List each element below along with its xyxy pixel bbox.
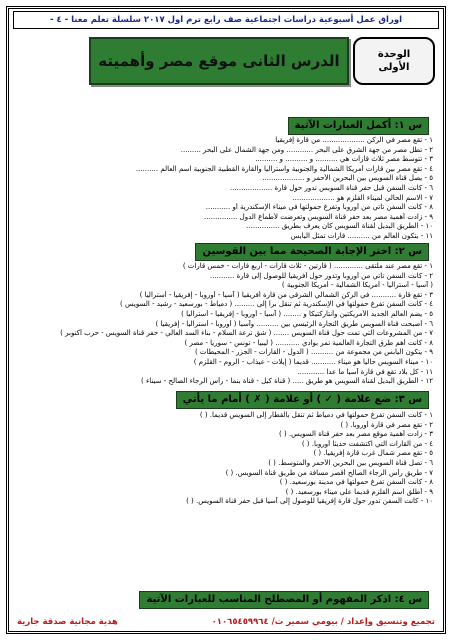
list-item: ٥ - تقع مصر شمال غرب قارة إفريقيا. ( ) — [313, 449, 433, 458]
list-item: ١٠ - الطريق البديل لقناة السويس كان يعرف بطريق ............... — [246, 222, 433, 231]
list-item: ٩ - يتكون اليابس من مجموعة من .......... ( الدول - القارات - الجزر - المحيطات ) — [194, 348, 433, 357]
section-3-title: س ٣: ضع علامة ( ✓ ) أو علامة ( ✗ ) أمام ما يأتي — [176, 391, 429, 409]
list-item: ٣ - تتوسط مصر ثلاث قارات هي .......... و .......... و .......... — [255, 155, 433, 164]
list-item: ٧ - من المشروعات التي تمت حول قناة السويس ....... ( شق ترعة السلام - بناء السد العالي - حفر قناة السويس - حرب أكتوبر ) — [60, 329, 433, 338]
list-item: ١٠ - كانت السفن تدور حول قارة إفريقيا للوصول إلى آسيا قبل حفر قناة السويس. ( ) — [186, 497, 433, 506]
list-item: ٤ - كانت السفن تفرغ حمولتها في الإسكندرية ثم تنقل برا إلى ......... ( دمياط - بورسعيد - رشيد - السويس ) — [120, 300, 433, 309]
list-item: ٧ - طريق رأس الرجاء الصالح أقصر مسافة من طريق قناة السويس. ( ) — [225, 468, 433, 477]
section-4-title: س ٤: اذكر المفهوم أو المصطلح المناسب للعبارات الآتية — [139, 591, 429, 609]
lesson-title: الدرس الثانى موقع مصر وأهميته — [89, 37, 349, 85]
list-item: ٣ - تقع قارة ........... في الركن الشمالي الشرقي من قارة أفريقيا ( آسيا - أوروبا - إفريقيا - أستراليا ) — [139, 290, 433, 299]
list-item: ٤ - من القارات التي اكتشفت حديثا أوروبا. ( ) — [301, 439, 433, 448]
list-item: ٨ - كانت السفن تأتي من أوروبا وتفرغ حمولتها في ميناء الإسكندرية أو ........... — [205, 203, 433, 212]
unit-badge — [353, 37, 435, 85]
section-2-items — [19, 262, 433, 387]
list-item: ١٢ - الطريق البديل لقناة السويس هو طريق ..... ( قناة كيل - قناة بنما - رأس الرجاء الصالح - سيناء ) — [141, 377, 433, 386]
unit-label-line2: الأولى — [378, 62, 410, 73]
list-item: ٢ - تطل مصر من جهة الشرق على البحر ............ ومن جهة الشمال على البحر ......... — [180, 145, 433, 154]
list-item: ٩ - أطلق اسم القلزم قديما على ميناء بورسعيد. ( ) — [285, 487, 433, 496]
list-item: ٢ - تقع مصر في قارة أوروبا. ( ) — [340, 420, 433, 429]
list-item: ٥ - يضم العالم الجديد الأمريكتين وأنتاركتيكا و ........ ( آسيا - أوروبا - إفريقيا - أستراليا ) — [181, 309, 433, 318]
footer-note: هدية مجانية صدقة جارية — [17, 617, 118, 627]
list-item: ١ - كانت السفن تفرغ حمولتها في دمياط ثم تنقل بالقطار إلى السويس قديما. ( ) — [199, 411, 433, 419]
footer-credit: تجميع وتنسيق وإعداد / بيومي سمير ت/ ٠١٠٦٥٤٥٩٩٦٤ — [211, 617, 435, 627]
list-item: ٨ - كانت السفن تفرغ حمولتها في مدينة بورسعيد. ( ) — [279, 478, 433, 487]
list-item: ٢ - كانت السفن تأتي من أوروبا وتدور حول أفريقيا للوصول إلى قارة ........... — [209, 271, 433, 280]
list-item: ٤ - تقع مصر بين قارات أمريكا الشمالية والجنوبية واستراليا والقارة القطبية الجنوبية اسم العالم .......... — [135, 164, 433, 173]
list-item: ٣ - زادت أهمية موقع مصر بعد حفر قناة السويس. ( ) — [279, 430, 433, 439]
list-item: ٦ - تصل قناة السويس بين البحرين الأحمر والمتوسط. ( ) — [268, 458, 433, 467]
list-item: ١ - تقع مصر في الركن ................... من قارة إفريقيا — [275, 136, 433, 144]
list-item: ٧ - الاسم الحالي لميناء القلزم هو ................... — [292, 193, 433, 202]
list-item: ٦ - أصبحت قناة السويس طريق التجارة الرئيسي بين .......... وآسيا ( أوروبا - أستراليا - إفريقيا ) — [155, 319, 433, 328]
page-header: اوراق عمل أسبوعية دراسات اجتماعية صف رابع ترم اول ٢٠١٧ سلسلة تعلم معنا - ٤ - — [13, 11, 439, 29]
list-item: ١١ - يتكون العالم من .......... قارات تمثل اليابس — [290, 231, 433, 240]
section-2-title: س ٢: اختر الإجابة الصحيحة مما بين القوسين — [195, 243, 429, 261]
list-item: ٩ - زادت أهمية مصر بعد حفر قناة السويس وتعرضت لأطماع الدول ............... — [204, 212, 433, 221]
section-3-items — [19, 411, 433, 507]
section-1-title: س ١: أكمل العبارات الآتية — [288, 117, 429, 135]
list-item: ( آسيا - أستراليا - أمريكا الشمالية - أمريكا الجنوبية ) — [281, 281, 433, 290]
section-1-items — [19, 136, 433, 242]
list-item: ٨ - كانت أهم طرق التجارة العالمية تمر بوادي ........... ( ليبيا - تونس - سوريا - مصر ) — [184, 338, 433, 347]
page-footer — [13, 615, 439, 629]
list-item: ١١ - كل بلاد تقع في قارة آسيا ما عدا ............ — [297, 367, 433, 376]
list-item: ١ - تقع مصر عند ملتقى ............. ( قارتين - ثلاث قارات - أربع قارات - خمس قارات ) — [182, 262, 433, 270]
list-item: ٥ - يصل قناة السويس بين البحرين الأحمر و ................... — [262, 174, 433, 183]
list-item: ٦ - كانت السفن قبل حفر قناة السويس تدور حول قارة ................... — [229, 183, 433, 192]
list-item: ١٠ - ميناء السويس حاليا هو ميناء ........... قديما ( إيلات - عيذاب - الروم - القلزم ) — [193, 357, 433, 366]
unit-label-line1: الوحدة — [377, 48, 411, 60]
worksheet-page — [6, 6, 446, 634]
